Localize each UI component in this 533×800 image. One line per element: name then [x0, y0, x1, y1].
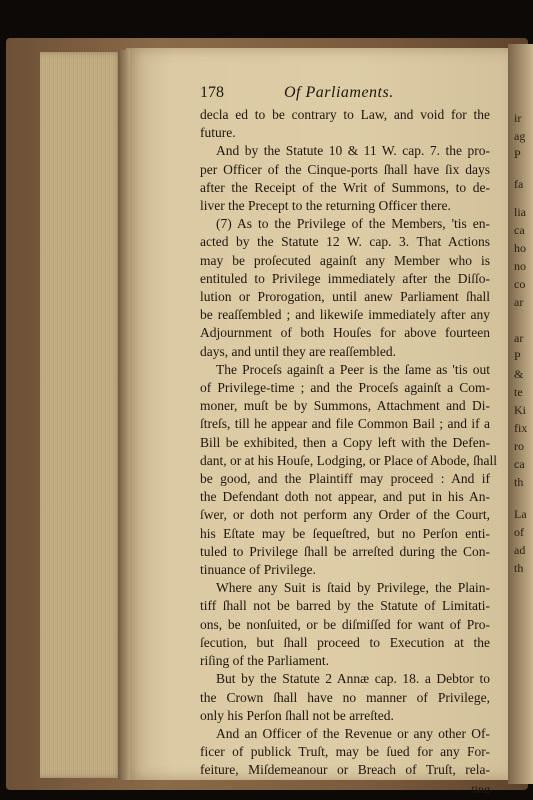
- text-line: dant, or at his Houſe, Lodging, or Place of Abode, ſhall: [200, 452, 497, 468]
- text-line: moner, muſt be by Summons, Attachment and Di-: [200, 398, 490, 414]
- facing-page-fragment: P: [514, 349, 521, 363]
- text-line: days, and until they are reaſſembled.: [200, 343, 397, 359]
- facing-page-fragment: th: [514, 561, 524, 575]
- text-line: tiff ſhall not be barred by the Statute of Limitati-: [200, 598, 490, 614]
- page-edges: [40, 52, 122, 778]
- text-line: The Proceſs againſt a Peer is the ſame as 'tis out: [216, 361, 490, 377]
- facing-page-fragment: fix: [514, 421, 528, 435]
- text-line: tinuance of Privilege.: [200, 562, 316, 578]
- facing-page-fragment: ro: [514, 439, 524, 453]
- text-line: be good, and the Plaintiff may proceed : And if: [200, 471, 490, 487]
- text-line: But by the Statute 2 Annæ cap. 18. a Debtor to: [216, 671, 490, 687]
- body-text: [200, 106, 497, 798]
- text-line: And by the Statute 10 & 11 W. cap. 7. the pro-: [216, 143, 490, 159]
- text-line: riſing of the Parliament.: [200, 653, 329, 669]
- text-line: the Crown ſhall have no manner of Privilege,: [200, 689, 490, 705]
- facing-page-fragment: of: [514, 525, 524, 539]
- page-number: 178: [200, 84, 224, 101]
- text-line: ting: [471, 781, 490, 796]
- text-line: of Privilege-time ; and the Proceſs againſt a Com-: [200, 380, 490, 396]
- text-line: acted by the Statute 12 W. cap. 3. That Actions: [200, 234, 490, 250]
- text-line: (7) As to the Privilege of the Members, 'tis en-: [216, 216, 490, 232]
- text-line: future.: [200, 125, 236, 141]
- text-line: the Defendant doth not appear, and put in his An-: [200, 489, 490, 505]
- facing-page-fragment: ho: [514, 241, 526, 255]
- facing-page-fragment: th: [514, 475, 524, 489]
- text-line: Adjournment of both Houſes for above fourteen: [200, 325, 490, 341]
- text-line: may be proſecuted againſt any Member who is: [200, 252, 490, 268]
- facing-page-fragment: ca: [514, 223, 525, 237]
- facing-page-fragment: ir: [514, 111, 522, 125]
- text-line: And an Officer of the Revenue or any other Of-: [216, 725, 490, 741]
- text-line: his Eſtate may be ſequeſtred, but no Perſon enti-: [200, 525, 490, 541]
- text-line: only his Perſon ſhall not be arreſted.: [200, 707, 394, 723]
- text-line: Bill be exhibited, then a Copy left with the Defen-: [200, 434, 490, 450]
- facing-page-fragment: Ki: [514, 403, 526, 417]
- page-header: [200, 84, 490, 106]
- text-line: ſtreſs, till he appear and file Common Bail ; and if a: [200, 416, 490, 432]
- text-line: feiture, Miſdemeanour or Breach of Truſt, rela-: [200, 762, 490, 778]
- facing-page-fragment: fa: [514, 177, 524, 191]
- text-line: after the Receipt of the Writ of Summons, to de-: [200, 179, 490, 195]
- text-line: ficer of publick Truſt, may be ſued for any For-: [200, 744, 490, 760]
- text-line: decla ed to be contrary to Law, and void for the: [200, 107, 490, 122]
- running-title: Of Parliaments.: [284, 84, 394, 101]
- facing-page-fragment: ag: [514, 129, 526, 143]
- page-gutter: [118, 50, 130, 780]
- facing-page-fragment: ca: [514, 457, 525, 471]
- facing-page-fragment: te: [514, 385, 523, 399]
- facing-page-fragment: co: [514, 277, 526, 291]
- facing-page-edge: [508, 44, 533, 784]
- facing-page-fragment: P: [514, 147, 521, 161]
- text-line: per Officer of the Cinque-ports ſhall have ſix days: [200, 161, 490, 177]
- text-line: ſwer, or doth not perform any Order of the Court,: [200, 507, 490, 523]
- text-line: Where any Suit is ſtaid by Privilege, the Plain-: [216, 580, 490, 596]
- facing-page-fragment: lia: [514, 205, 526, 219]
- text-line: ſecution, but ſhall proceed to Execution at the: [200, 634, 490, 650]
- text-line: ons, be nonſuited, or be diſmiſſed for want of Pro-: [200, 616, 490, 632]
- facing-page-fragment: &: [514, 367, 524, 381]
- facing-page-fragment: ar: [514, 331, 524, 345]
- facing-page-fragment: ar: [514, 295, 524, 309]
- text-line: entituled to Privilege immediately after the Diſſo-: [200, 270, 490, 286]
- page-text: [200, 84, 497, 798]
- text-line: be reaſſembled ; and likewiſe immediately after any: [200, 307, 490, 323]
- facing-page-fragment: ad: [514, 543, 526, 557]
- text-line: tuled to Privilege ſhall be arreſted during the Con-: [200, 543, 490, 559]
- text-line: liver the Precept to the returning Officer there.: [200, 198, 451, 214]
- facing-page-fragment: no: [514, 259, 526, 273]
- facing-page-fragment: La: [514, 507, 527, 521]
- text-line: lution or Prorogation, until anew Parliament ſhall: [200, 289, 490, 305]
